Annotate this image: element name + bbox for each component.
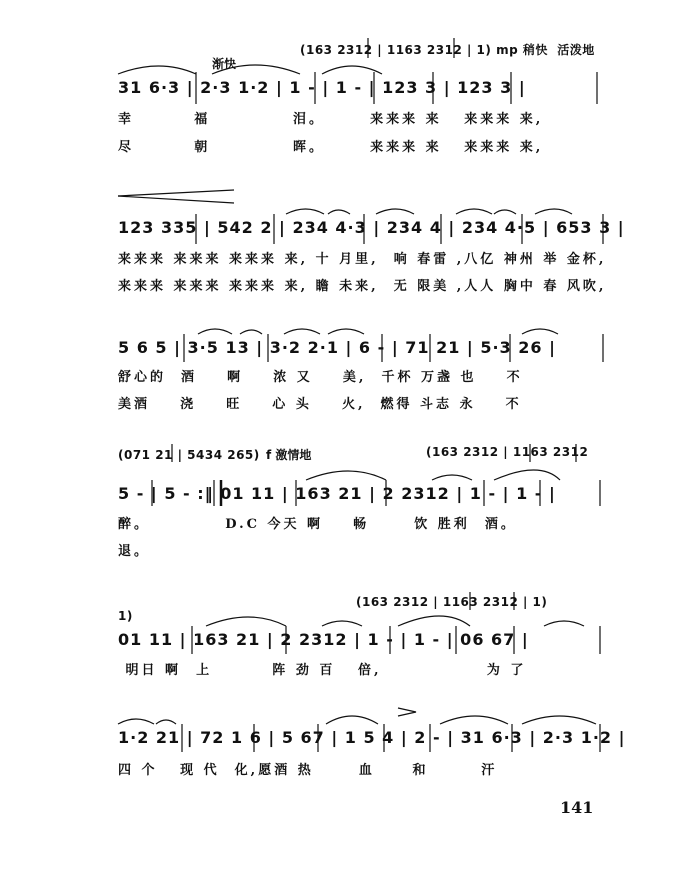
staff-line-1: 31 6·3 | 2·3 1·2 | 1 - | 1 - | 123 3 | 123 3 | — [118, 78, 526, 97]
staff-line-4: 5 - | 5 - :‖ 01 11 | 163 21 | 2 2312 | 1 - | 1 - | — [118, 484, 556, 503]
lyrics-line-2-verse-2: 来来来 来来来 来来来 来, 瞻 未来, 无 限美 ,人人 胸中 春 风吹, — [118, 279, 607, 294]
lyrics-line-1-verse-1: 幸 福 泪。 来来来 来 来来来 来, — [118, 112, 544, 127]
lyrics-line-1-verse-2: 尽 朝 晖。 来来来 来 来来来 来, — [118, 140, 544, 155]
expression-marking: f 激情地 — [266, 448, 312, 462]
staff-line-3: 5 6 5 | 3·5 13 | 3·2 2·1 | 6 - | 71 21 | 5·3 26 | — [118, 338, 556, 357]
lyrics-line-6-verse-1: 四 个 现 代 化,愿酒 热 血 和 汗 — [118, 763, 498, 778]
staff-line-6: 1·2 21 | 72 1 6 | 5 67 | 1 5 4 | 2 - | 31 6·3 | 2·3 1·2 | — [118, 728, 626, 747]
lyrics-line-4-verse-2: 退。 — [118, 544, 151, 559]
staff-line-5: 01 11 | 163 21 | 2 2312 | 1 - | 1 - | 06 67 | — [118, 630, 529, 649]
lyrics-line-3-verse-2: 美酒 浇 旺 心 头 火, 燃得 斗志 永 不 — [118, 397, 522, 412]
intro-phrase-line-5: (163 2312 | 1163 2312 | 1) — [356, 595, 548, 609]
lyrics-line-2-verse-1: 来来来 来来来 来来来 来, 十 月里, 响 春雷 ,八亿 神州 举 金杯, — [118, 252, 607, 267]
intro-phrase-right: (163 2312 | 1163 2312 — [426, 445, 589, 459]
lyrics-line-3-verse-1: 舒心的 酒 啊 浓 又 美, 千杯 万盏 也 不 — [118, 370, 523, 385]
interlude-phrase: (071 21 | 5434 265) — [118, 448, 260, 462]
page-number: 141 — [560, 798, 594, 817]
tempo-marking-accel: 渐快 — [212, 57, 237, 71]
ending-marker: 1) — [118, 609, 133, 623]
lyrics-line-4-verse-1: 醉。 D.C 今天 啊 畅 饮 胜利 酒。 — [118, 517, 517, 532]
lyrics-line-5-verse-1: 明日 啊 上 阵 劲 百 倍, 为 了 — [118, 663, 527, 678]
staff-line-2: 123 335 | 542 2 | 234 4·3 | 234 4 | 234 4·5 | 653 3 | — [118, 218, 625, 237]
intro-phrase-top: (163 2312 | 1163 2312 | 1) mp 稍快 活泼地 — [300, 43, 595, 57]
